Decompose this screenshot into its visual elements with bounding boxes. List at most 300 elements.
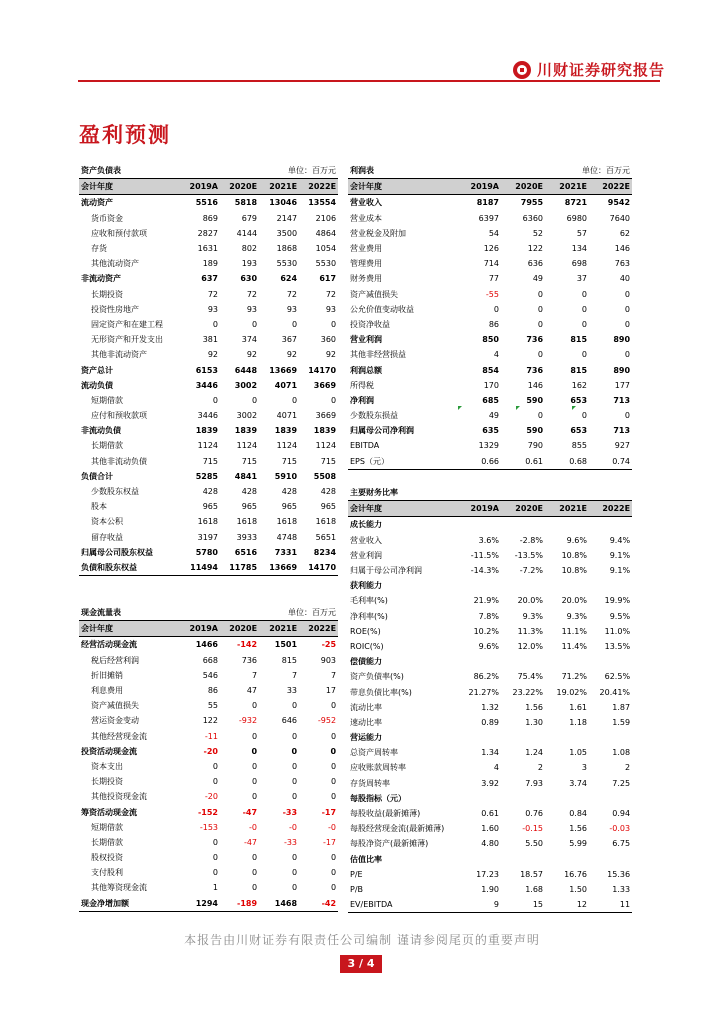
row-value: 0	[251, 868, 258, 878]
row-label: 股权投资	[91, 853, 123, 863]
row-value: 177	[614, 380, 631, 390]
row-value: 21.27%	[468, 687, 499, 697]
row-value: 0.68	[545, 454, 589, 470]
table-row	[348, 700, 632, 715]
row-value: 1124	[236, 441, 258, 451]
row-value: 12.0%	[517, 641, 543, 651]
row-value: 49	[532, 274, 544, 284]
table-row	[79, 896, 338, 912]
row-value: 1618	[315, 517, 337, 527]
row-value: 0	[251, 746, 258, 756]
row-value: 815	[570, 335, 588, 345]
row-label: 支付股利	[91, 868, 123, 878]
row-value: 40	[619, 274, 631, 284]
row-value: 890	[613, 335, 631, 345]
row-value: 12	[545, 897, 589, 913]
row-value: 653	[570, 395, 588, 405]
column-header-year: 2020E	[220, 179, 259, 195]
row-label: 现金净增加额	[79, 896, 180, 912]
row-value: 5530	[315, 259, 337, 269]
column-header-year: 2019A	[180, 179, 220, 195]
row-value: 3.6%	[478, 535, 499, 545]
row-value: 162	[571, 380, 588, 390]
row-label: 营业税金及附加	[350, 228, 406, 238]
row-value: 1.59	[612, 717, 631, 727]
row-value: 5285	[195, 471, 218, 481]
row-value: 1.34	[481, 748, 499, 758]
section-row	[348, 578, 632, 593]
row-label: 负债合计	[81, 471, 113, 481]
row-value: 1	[212, 883, 218, 893]
row-value: -25	[321, 640, 337, 650]
row-value: 11.1%	[561, 626, 587, 636]
row-label: 营运能力	[350, 733, 382, 743]
row-value: 9.1%	[609, 550, 631, 560]
row-value: 17.23	[476, 869, 499, 879]
table-row	[348, 624, 632, 639]
table-row	[79, 637, 338, 653]
table-row	[348, 302, 632, 317]
row-value: 624	[280, 274, 298, 284]
row-value: 72	[286, 289, 298, 299]
row-value: 646	[281, 716, 298, 726]
row-value: 0	[212, 837, 218, 847]
row-label: 营业成本	[350, 213, 382, 223]
row-value: 146	[614, 244, 631, 254]
row-value: 815	[281, 655, 298, 665]
row-value: 11785	[220, 560, 259, 576]
row-value: 20.0%	[517, 596, 543, 606]
row-value: 72	[246, 289, 258, 299]
table-row	[79, 211, 338, 226]
row-value: 71.2%	[561, 672, 587, 682]
table-row	[348, 256, 632, 271]
row-value: 92	[325, 350, 337, 360]
row-value: -0.15	[522, 824, 543, 834]
row-value: 0	[291, 319, 298, 329]
row-value: 0.74	[589, 454, 632, 470]
table-row	[79, 256, 338, 271]
row-label: 长期投资	[91, 289, 123, 299]
row-value: 9	[456, 897, 501, 913]
row-value: 0.84	[569, 809, 587, 819]
row-value: 1294	[180, 896, 220, 912]
row-label: 非流动资产	[81, 274, 121, 284]
row-value: 965	[320, 502, 337, 512]
row-value: 19.9%	[604, 596, 631, 606]
row-label: P/E	[350, 869, 363, 879]
row-value: 77	[488, 274, 499, 284]
table-row	[79, 804, 338, 819]
row-value: 1839	[313, 426, 337, 436]
row-value: 590	[526, 395, 544, 405]
row-value: -153	[199, 822, 218, 832]
table-unit: 单位：百万元	[259, 605, 338, 621]
row-value: 0	[251, 319, 258, 329]
row-label: 公允价值变动收益	[350, 304, 414, 314]
row-value: 715	[281, 456, 298, 466]
row-value: 736	[241, 655, 258, 665]
row-value: 7331	[274, 547, 298, 557]
row-label: 每股净资产(最新摊薄)	[350, 839, 429, 849]
row-value: 0	[624, 319, 631, 329]
row-value: 13669	[269, 365, 298, 375]
table-row	[79, 393, 338, 408]
row-value: 546	[202, 670, 218, 680]
row-value: -11	[204, 731, 218, 741]
table-row	[79, 195, 338, 211]
row-value: 0	[330, 777, 337, 787]
row-value: 0.94	[612, 809, 631, 819]
row-label: 经营活动现金流	[81, 640, 137, 650]
row-value: 11.4%	[561, 641, 587, 651]
row-value: 7.93	[525, 778, 543, 788]
row-label: 折旧摊销	[91, 670, 123, 680]
row-value: 4	[493, 763, 499, 773]
row-label: 资本公积	[91, 517, 123, 527]
row-value: 0	[251, 761, 258, 771]
row-value: 0	[251, 853, 258, 863]
column-header-label: 会计年度	[348, 179, 456, 195]
row-label: 其他非流动负债	[91, 456, 147, 466]
row-value: 1.30	[525, 717, 543, 727]
row-value: 0	[330, 883, 337, 893]
row-value: 18.57	[520, 869, 543, 879]
row-value: 13.5%	[604, 641, 631, 651]
row-value: 815	[570, 365, 588, 375]
row-label: 无形资产和开发支出	[91, 335, 163, 345]
row-value: 0	[251, 701, 258, 711]
row-value: 1631	[197, 244, 218, 254]
row-label: 偿债能力	[350, 657, 382, 667]
row-value: 9.5%	[609, 611, 631, 621]
row-value: 0	[291, 853, 298, 863]
cell-marker-icon	[458, 406, 462, 410]
row-label: 其他筹资现金流	[91, 883, 147, 893]
table-row	[79, 698, 338, 713]
row-label: 少数股东权益	[91, 487, 139, 497]
column-header-year: 2022E	[589, 179, 632, 195]
row-value: 381	[202, 335, 218, 345]
row-value: 636	[527, 259, 544, 269]
row-label: 其他非流动资产	[91, 350, 147, 360]
row-value: 92	[246, 350, 258, 360]
balance-sheet-table	[79, 163, 338, 576]
row-value: 1468	[259, 896, 299, 912]
column-header-year: 2021E	[259, 621, 299, 637]
row-value: 6980	[566, 213, 588, 223]
row-value: -0	[249, 822, 258, 832]
column-header-year: 2021E	[545, 501, 589, 517]
row-value: 1618	[276, 517, 298, 527]
table-row	[79, 454, 338, 469]
section-row	[348, 517, 632, 533]
table-row	[348, 226, 632, 241]
row-value: 72	[325, 289, 337, 299]
row-value: 146	[527, 380, 544, 390]
row-value: 16.76	[564, 869, 587, 879]
row-value: 0	[330, 761, 337, 771]
column-header-year: 2019A	[456, 501, 501, 517]
row-value: 5508	[313, 471, 337, 481]
row-label: 每股经营现金流(最新摊薄)	[350, 824, 445, 834]
row-value: -55	[485, 289, 499, 299]
row-value: 0	[291, 731, 298, 741]
row-value: 4144	[236, 228, 258, 238]
table-row	[79, 530, 338, 545]
row-value: 367	[281, 335, 298, 345]
row-value: 637	[201, 274, 218, 284]
row-label: 营业收入	[350, 535, 382, 545]
row-value: 428	[281, 487, 298, 497]
row-value: 630	[240, 274, 258, 284]
row-value: 0	[291, 792, 298, 802]
table-row	[79, 514, 338, 529]
table-row	[348, 271, 632, 286]
row-value: 6153	[195, 365, 218, 375]
row-value: 4	[493, 350, 499, 360]
table-row	[348, 332, 632, 347]
row-value: 0.89	[481, 717, 499, 727]
row-value: 1839	[195, 426, 218, 436]
row-value: 1868	[276, 244, 298, 254]
table-row	[79, 287, 338, 302]
row-value: 0	[493, 304, 499, 314]
row-value: 134	[571, 244, 588, 254]
row-label: 营业费用	[350, 244, 382, 254]
row-label: 短期借款	[91, 395, 123, 405]
row-label: 营运资金变动	[91, 716, 139, 726]
table-row	[348, 423, 632, 438]
row-label: 货币资金	[91, 213, 123, 223]
row-value: 62.5%	[604, 672, 631, 682]
row-value: 93	[325, 304, 337, 314]
row-value: 20.41%	[599, 687, 631, 697]
column-header-year: 2020E	[501, 501, 545, 517]
table-row	[79, 789, 338, 804]
row-value: -47	[243, 837, 258, 847]
table-row	[79, 713, 338, 728]
row-label: 短期借款	[91, 822, 123, 832]
row-value: 62	[619, 228, 631, 238]
row-value: 1839	[274, 426, 298, 436]
table-row	[79, 850, 338, 865]
row-value: 0.76	[525, 809, 543, 819]
row-value: 75.4%	[517, 672, 543, 682]
row-value: 0	[581, 289, 588, 299]
row-value: 0	[251, 731, 258, 741]
table-row	[79, 317, 338, 332]
row-value: 57	[576, 228, 588, 238]
table-row	[348, 593, 632, 608]
row-value: 15	[501, 897, 545, 913]
table-row	[348, 347, 632, 362]
row-value: 0	[212, 853, 218, 863]
row-value: 0	[624, 289, 631, 299]
row-value: 189	[202, 259, 218, 269]
table-row	[79, 469, 338, 484]
row-value: 855	[571, 441, 588, 451]
row-value: 0	[581, 304, 588, 314]
row-value: 1.18	[569, 717, 587, 727]
row-label: 获利能力	[350, 581, 382, 591]
row-value: 6397	[478, 213, 499, 223]
row-value: 635	[482, 426, 499, 436]
row-value: 0	[212, 319, 218, 329]
row-value: 428	[202, 487, 218, 497]
row-label: 应收账款周转率	[350, 763, 406, 773]
row-value: 1.56	[525, 702, 543, 712]
row-value: -20	[204, 792, 218, 802]
row-value: -932	[238, 716, 258, 726]
row-label: 营业利润	[350, 335, 382, 345]
row-value: 0	[212, 868, 218, 878]
row-label: 速动比率	[350, 717, 382, 727]
table-row	[348, 882, 632, 897]
table-row	[79, 302, 338, 317]
row-value: -11.5%	[470, 550, 499, 560]
row-value: 33	[286, 686, 298, 696]
table-row	[348, 639, 632, 654]
table-row	[79, 271, 338, 286]
row-value: 5910	[274, 471, 298, 481]
table-row	[348, 287, 632, 302]
row-value: 0	[537, 319, 544, 329]
column-header-year: 2022E	[299, 179, 338, 195]
row-value: 0	[537, 289, 544, 299]
row-label: 固定资产和在建工程	[91, 319, 163, 329]
row-value: -0	[289, 822, 298, 832]
row-value: -142	[237, 640, 258, 650]
row-value: 14170	[299, 560, 338, 576]
row-value: 698	[571, 259, 588, 269]
section-row	[348, 852, 632, 867]
row-value: 0	[212, 761, 218, 771]
column-header-year: 2019A	[456, 179, 501, 195]
row-value: 428	[320, 487, 337, 497]
row-value: 3669	[315, 411, 337, 421]
row-label: 长期借款	[91, 837, 123, 847]
row-value: 9542	[607, 198, 631, 208]
table-row	[79, 744, 338, 759]
row-label: ROE(%)	[350, 626, 381, 636]
row-value: 0	[537, 350, 544, 360]
row-label: 其他经营现金流	[91, 731, 147, 741]
row-value: 8721	[564, 198, 588, 208]
row-value: 0	[624, 304, 631, 314]
row-value: 2	[537, 763, 543, 773]
row-value: 617	[319, 274, 337, 284]
row-value: 7640	[609, 213, 631, 223]
row-value: 0	[581, 319, 588, 329]
row-label: 负债和股东权益	[79, 560, 180, 576]
row-label: 资本支出	[91, 761, 123, 771]
row-label: 流动负债	[81, 380, 113, 390]
table-row	[348, 211, 632, 226]
row-value: 3446	[195, 380, 218, 390]
table-row	[348, 760, 632, 775]
row-value: 7955	[520, 198, 544, 208]
row-value: 17	[325, 686, 337, 696]
row-value: 3	[581, 763, 587, 773]
row-label: 归属母公司股东权益	[81, 547, 153, 557]
section-title: 盈利预测	[79, 122, 171, 147]
row-value: 715	[202, 456, 218, 466]
row-value: 4071	[276, 411, 298, 421]
row-value: 802	[241, 244, 258, 254]
table-title-row	[348, 485, 632, 501]
row-label: 非流动负债	[81, 426, 121, 436]
table-row	[348, 609, 632, 624]
row-label: EPS（元）	[348, 454, 456, 470]
row-value: 1.32	[481, 702, 499, 712]
row-value: 0	[330, 395, 337, 405]
row-label: 其他流动资产	[91, 259, 139, 269]
row-value: -2.8%	[519, 535, 543, 545]
row-value: 1618	[197, 517, 218, 527]
table-row	[79, 438, 338, 453]
row-value: 1.05	[569, 748, 587, 758]
table-row	[79, 545, 338, 560]
column-header-label: 会计年度	[348, 501, 456, 517]
table-row	[348, 821, 632, 836]
row-value: 7.25	[612, 778, 631, 788]
column-header-year: 2020E	[501, 179, 545, 195]
row-value: -14.3%	[470, 566, 499, 576]
row-value: -7.2%	[519, 566, 543, 576]
row-label: 净利润	[350, 395, 374, 405]
row-value: 0.61	[501, 454, 545, 470]
row-label: 应付和预收款项	[91, 411, 147, 421]
row-value: 3500	[276, 228, 298, 238]
table-row	[79, 759, 338, 774]
row-label: 资产减值损失	[350, 289, 398, 299]
row-value: 790	[527, 441, 544, 451]
table-row	[348, 317, 632, 332]
table-row	[79, 560, 338, 576]
row-value: 9.1%	[609, 566, 631, 576]
table-row	[79, 683, 338, 698]
row-label: ROIC(%)	[350, 641, 384, 651]
row-value: 55	[207, 701, 218, 711]
row-value: 4.80	[481, 839, 499, 849]
row-value: -20	[203, 746, 218, 756]
row-value: 23.22%	[512, 687, 543, 697]
footer-disclaimer: 本报告由川财证券有限责任公司编制 谨请参阅尾页的重要声明	[184, 933, 540, 947]
table-unit: 单位：百万元	[545, 163, 632, 179]
table-row	[79, 408, 338, 423]
row-value: 9.6%	[478, 641, 499, 651]
row-value: 927	[614, 441, 631, 451]
row-value: 3002	[234, 380, 258, 390]
row-value: 10.8%	[561, 550, 587, 560]
row-value: 1618	[236, 517, 258, 527]
table-row	[79, 820, 338, 835]
row-value: 736	[526, 335, 544, 345]
row-value: 193	[241, 259, 258, 269]
row-value: 713	[613, 426, 631, 436]
row-value: 2827	[197, 228, 218, 238]
row-value: 6.75	[612, 839, 631, 849]
row-value: 1.50	[569, 884, 587, 894]
row-value: 1.68	[525, 884, 543, 894]
row-value: 3933	[236, 532, 258, 542]
row-value: 11494	[180, 560, 220, 576]
table-row	[79, 362, 338, 377]
row-value: 1124	[315, 441, 337, 451]
row-value: 0	[330, 792, 337, 802]
row-value: 86	[207, 686, 218, 696]
